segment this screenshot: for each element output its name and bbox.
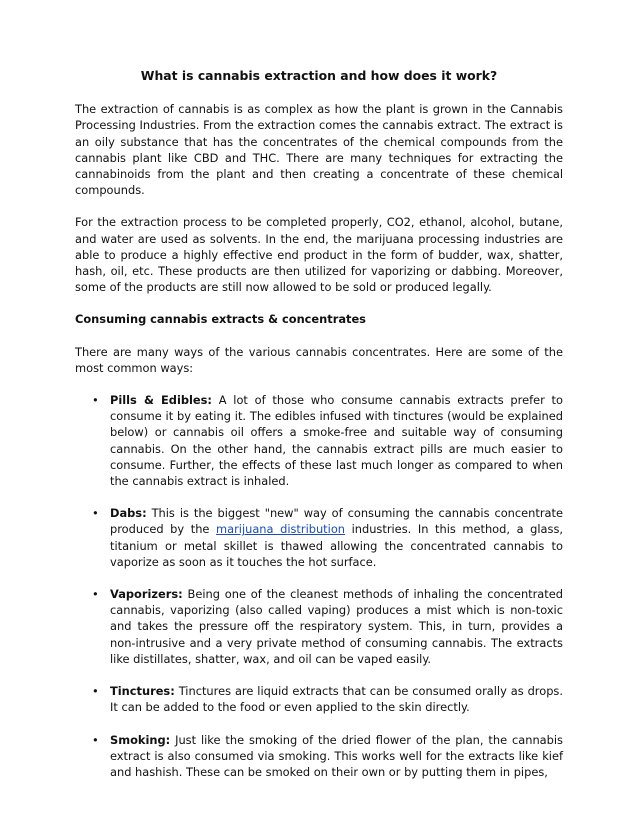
item-text-before: This is the biggest "new" way of consuming the cannabis concentrate produced by the	[110, 506, 563, 537]
list-item-vaporizers	[92, 586, 563, 667]
consumption-methods-list	[75, 392, 563, 780]
section-heading: Consuming cannabis extracts & concentrates	[75, 312, 366, 327]
bullet-icon: •	[92, 684, 99, 699]
item-lead: Pills & Edibles:	[110, 393, 212, 408]
paragraph-solvents: For the extraction process to be completed properly, CO2, ethanol, alcohol, butane, and water are used as solvents. In the end, the marijuana processing industries are able to produce a highly effective end product in the form of budder, wax, shatter, hash, oil, etc. These products are then utilized for vaporizing or dabbing. Moreover, some of the products are still now allowed to be sold or produced legally.	[75, 215, 563, 295]
item-lead: Smoking:	[110, 732, 171, 747]
list-item-smoking	[92, 732, 563, 781]
item-text: Just like the smoking of the dried flower of the plan, the cannabis extract is also consumed via smoking. This works well for the extracts like kief and hashish. These can be smoked on their own or by putting them in pipes,	[110, 732, 563, 779]
item-lead: Vaporizers:	[110, 587, 183, 602]
bullet-icon: •	[92, 506, 99, 521]
list-item-pills-edibles	[92, 392, 563, 489]
item-lead: Dabs:	[110, 506, 147, 521]
item-text-after: industries. In this method, a glass, titanium or metal skillet is thawed allowing the concentrated cannabis to vaporize as soon as it touches the hot surface.	[110, 522, 564, 569]
bullet-icon: •	[92, 393, 99, 408]
list-item-tinctures	[92, 683, 563, 715]
item-lead: Tinctures:	[110, 684, 175, 699]
list-item-dabs	[92, 505, 564, 570]
item-text: Being one of the cleanest methods of inhaling the concentrated cannabis, vaporizing (also called vaping) produces a mist which is non-toxic and takes the pressure off the respiratory system. This, in turn, provides a non-intrusive and a very private method of consuming cannabis. The extracts like distillates, shatter, wax, and oil can be vaped easily.	[110, 587, 563, 666]
item-text: A lot of those who consume cannabis extracts prefer to consume it by eating it. The edibles infused with tinctures (would be explained below) or cannabis oil offers a smoke-free and suitable way of consuming cannabis. On the other hand, the cannabis extract pills are much easier to consume. Further, the effects of these last much longer as compared to when the cannabis extract is inhaled.	[110, 393, 563, 489]
bullet-icon: •	[92, 587, 99, 602]
item-text: Tinctures are liquid extracts that can be consumed orally as drops. It can be added to the food or even applied to the skin directly.	[110, 684, 563, 715]
marijuana-distribution-link[interactable]: marijuana distribution	[216, 522, 346, 537]
paragraph-list-intro: There are many ways of the various cannabis concentrates. Here are some of the most common ways:	[75, 344, 563, 375]
bullet-icon: •	[92, 732, 99, 747]
paragraph-intro: The extraction of cannabis is as complex as how the plant is grown in the Cannabis Processing Industries. From the extraction comes the cannabis extract. The extract is an oily substance that has the concentrates of the chemical compounds from the cannabis plant like CBD and THC. There are many techniques for extracting the cannabinoids from the plant and then creating a concentrate of these chemical compounds.	[75, 102, 563, 198]
page-title: What is cannabis extraction and how does it work?	[140, 68, 498, 83]
